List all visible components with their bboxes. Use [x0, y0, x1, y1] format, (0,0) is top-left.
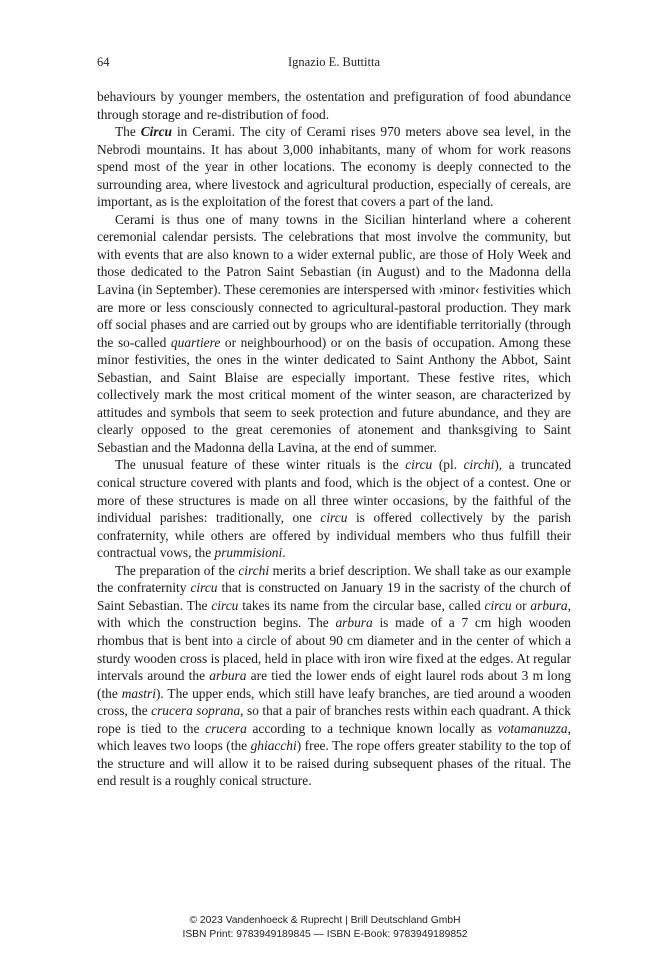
- text-run: in Cerami. The city of Cerami rises 970 meters above sea level, in the Nebrodi mountains. It has about 3,000 inhabitants, many of whom for work reasons spend most of the year in other locations. The economy is deeply connected to the surrounding area, where livestock and agricultural production, especially of cereals, are important, as is the exploitation of the forest that covers a part of the land.: [97, 124, 571, 210]
- text-run: , so that a pair of branches rests within each quadrant. A thick rope is tied to the: [97, 703, 571, 736]
- text-run: is made of a 7 cm high wooden rhombus that is bent into a circle of about 90 cm diameter and in the center of which a sturdy wooden cross is placed, held in place with iron wire fixed at the edges. At regular intervals around the: [97, 615, 571, 684]
- text-run: ), a truncated conical structure covered with plants and food, which is the object of a contest. One or more of these structures is made on all three winter occasions, by the faithful of the individual parishes: traditionally, one: [97, 457, 572, 526]
- italic-term: ghiacchi: [250, 738, 297, 754]
- italic-term: arbura: [209, 668, 247, 684]
- italic-term: mastri: [121, 685, 156, 701]
- text-run: (pl.: [432, 457, 464, 473]
- page-header: [97, 55, 571, 73]
- text-run: that is constructed on January 19 in the sacristy of the church of Saint Sebastian. The: [97, 580, 571, 613]
- running-head-author: Ignazio E. Buttitta: [288, 55, 380, 69]
- text-run: ) free. The rope offers greater stability to the top of the structure and will allow it to be raised during subsequent phases of the ritual. The end result is a roughly conical structure.: [97, 738, 571, 789]
- text-run: The: [115, 124, 141, 140]
- paragraph: [97, 456, 571, 561]
- italic-term: circu: [484, 597, 512, 613]
- italic-term: quartiere: [170, 334, 221, 350]
- text-run: takes its name from the circular base, called: [238, 597, 485, 613]
- italic-term: circu: [190, 580, 218, 596]
- isbn-line: ISBN Print: 9783949189845 — ISBN E-Book: 9783949189852: [182, 929, 468, 940]
- text-run: or: [511, 597, 531, 613]
- text-run: merits a brief description. We shall take as our example the confraternity: [97, 562, 571, 596]
- text-run: .: [282, 545, 286, 561]
- text-run: are tied the lower ends of eight laurel rods about 3 m long (the: [97, 668, 571, 701]
- italic-term: circu: [405, 457, 433, 473]
- text-run: The unusual feature of these winter rituals is the: [115, 457, 406, 473]
- italic-term: arbura: [335, 615, 373, 631]
- italic-term: crucera: [205, 720, 247, 736]
- text-run: Cerami is thus one of many towns in the Sicilian hinterland where a coherent ceremonial calendar persists. The celebrations that most involve the community, but with events that are also known to a wider external public, are those of Holy Week and those dedicated to the Patron Saint Sebastian (in August) and to the Madonna della Lavina (in September). These ceremonies are interspersed with ›minor‹ festivities which are more or less consciously connected to agricultural-pastoral production. They mark off social phases and are carried out by groups who are identifiable territorially (through the so-called: [97, 211, 571, 350]
- section-run-in-heading: Circu: [140, 124, 173, 140]
- italic-term: crucera soprana: [151, 703, 241, 719]
- text-run: or neighbourhood) or on the basis of occupation. Among these minor festivities, the ones in the winter dedicated to Saint Anthony the Abbot, Saint Sebastian, and Saint Blaise are especially important. These festive rites, which collectively mark the most critical moment of the winter season, are characterized by attitudes and symbols that seem to seek protection and future abundance, and they are clearly opposed to the great ceremonies of atonement and thanksgiving to Saint Sebastian and the Madonna della Lavina, at the end of summer.: [97, 334, 571, 455]
- paragraph: [97, 562, 571, 790]
- text-run: , with which the construction begins. The: [97, 597, 571, 631]
- copyright-line: © 2023 Vandenhoeck & Ruprecht | Brill Deutschland GmbH: [189, 915, 461, 926]
- paragraph: [97, 123, 571, 211]
- italic-term: circu: [211, 597, 239, 613]
- text-run: , which leaves two loops (the: [97, 720, 571, 754]
- body-text: [97, 88, 571, 790]
- paragraph: [97, 211, 571, 457]
- text-run: ). The upper ends, which still have leafy branches, are tied around a wooden cross, the: [97, 685, 571, 719]
- text-run: according to a technique known locally as: [246, 720, 498, 736]
- text-run: behaviours by younger members, the ostentation and prefiguration of food abundance through storage and re-distribution of food.: [97, 89, 571, 122]
- italic-term: arbura: [530, 597, 568, 613]
- text-run: is offered collectively by the parish confraternity, while others are offered by individual members who thus fulfill their contractual vows, the: [97, 510, 571, 561]
- italic-term: circu: [320, 510, 348, 526]
- italic-term: prummisioni: [214, 545, 283, 561]
- italic-term: votamanuzza: [497, 720, 568, 736]
- paragraph: [97, 88, 571, 123]
- italic-term: circhi: [238, 562, 270, 578]
- text-run: The preparation of the: [115, 562, 239, 578]
- page-number: 64: [97, 55, 110, 69]
- italic-term: circhi: [463, 457, 495, 473]
- page-footer: [0, 914, 650, 942]
